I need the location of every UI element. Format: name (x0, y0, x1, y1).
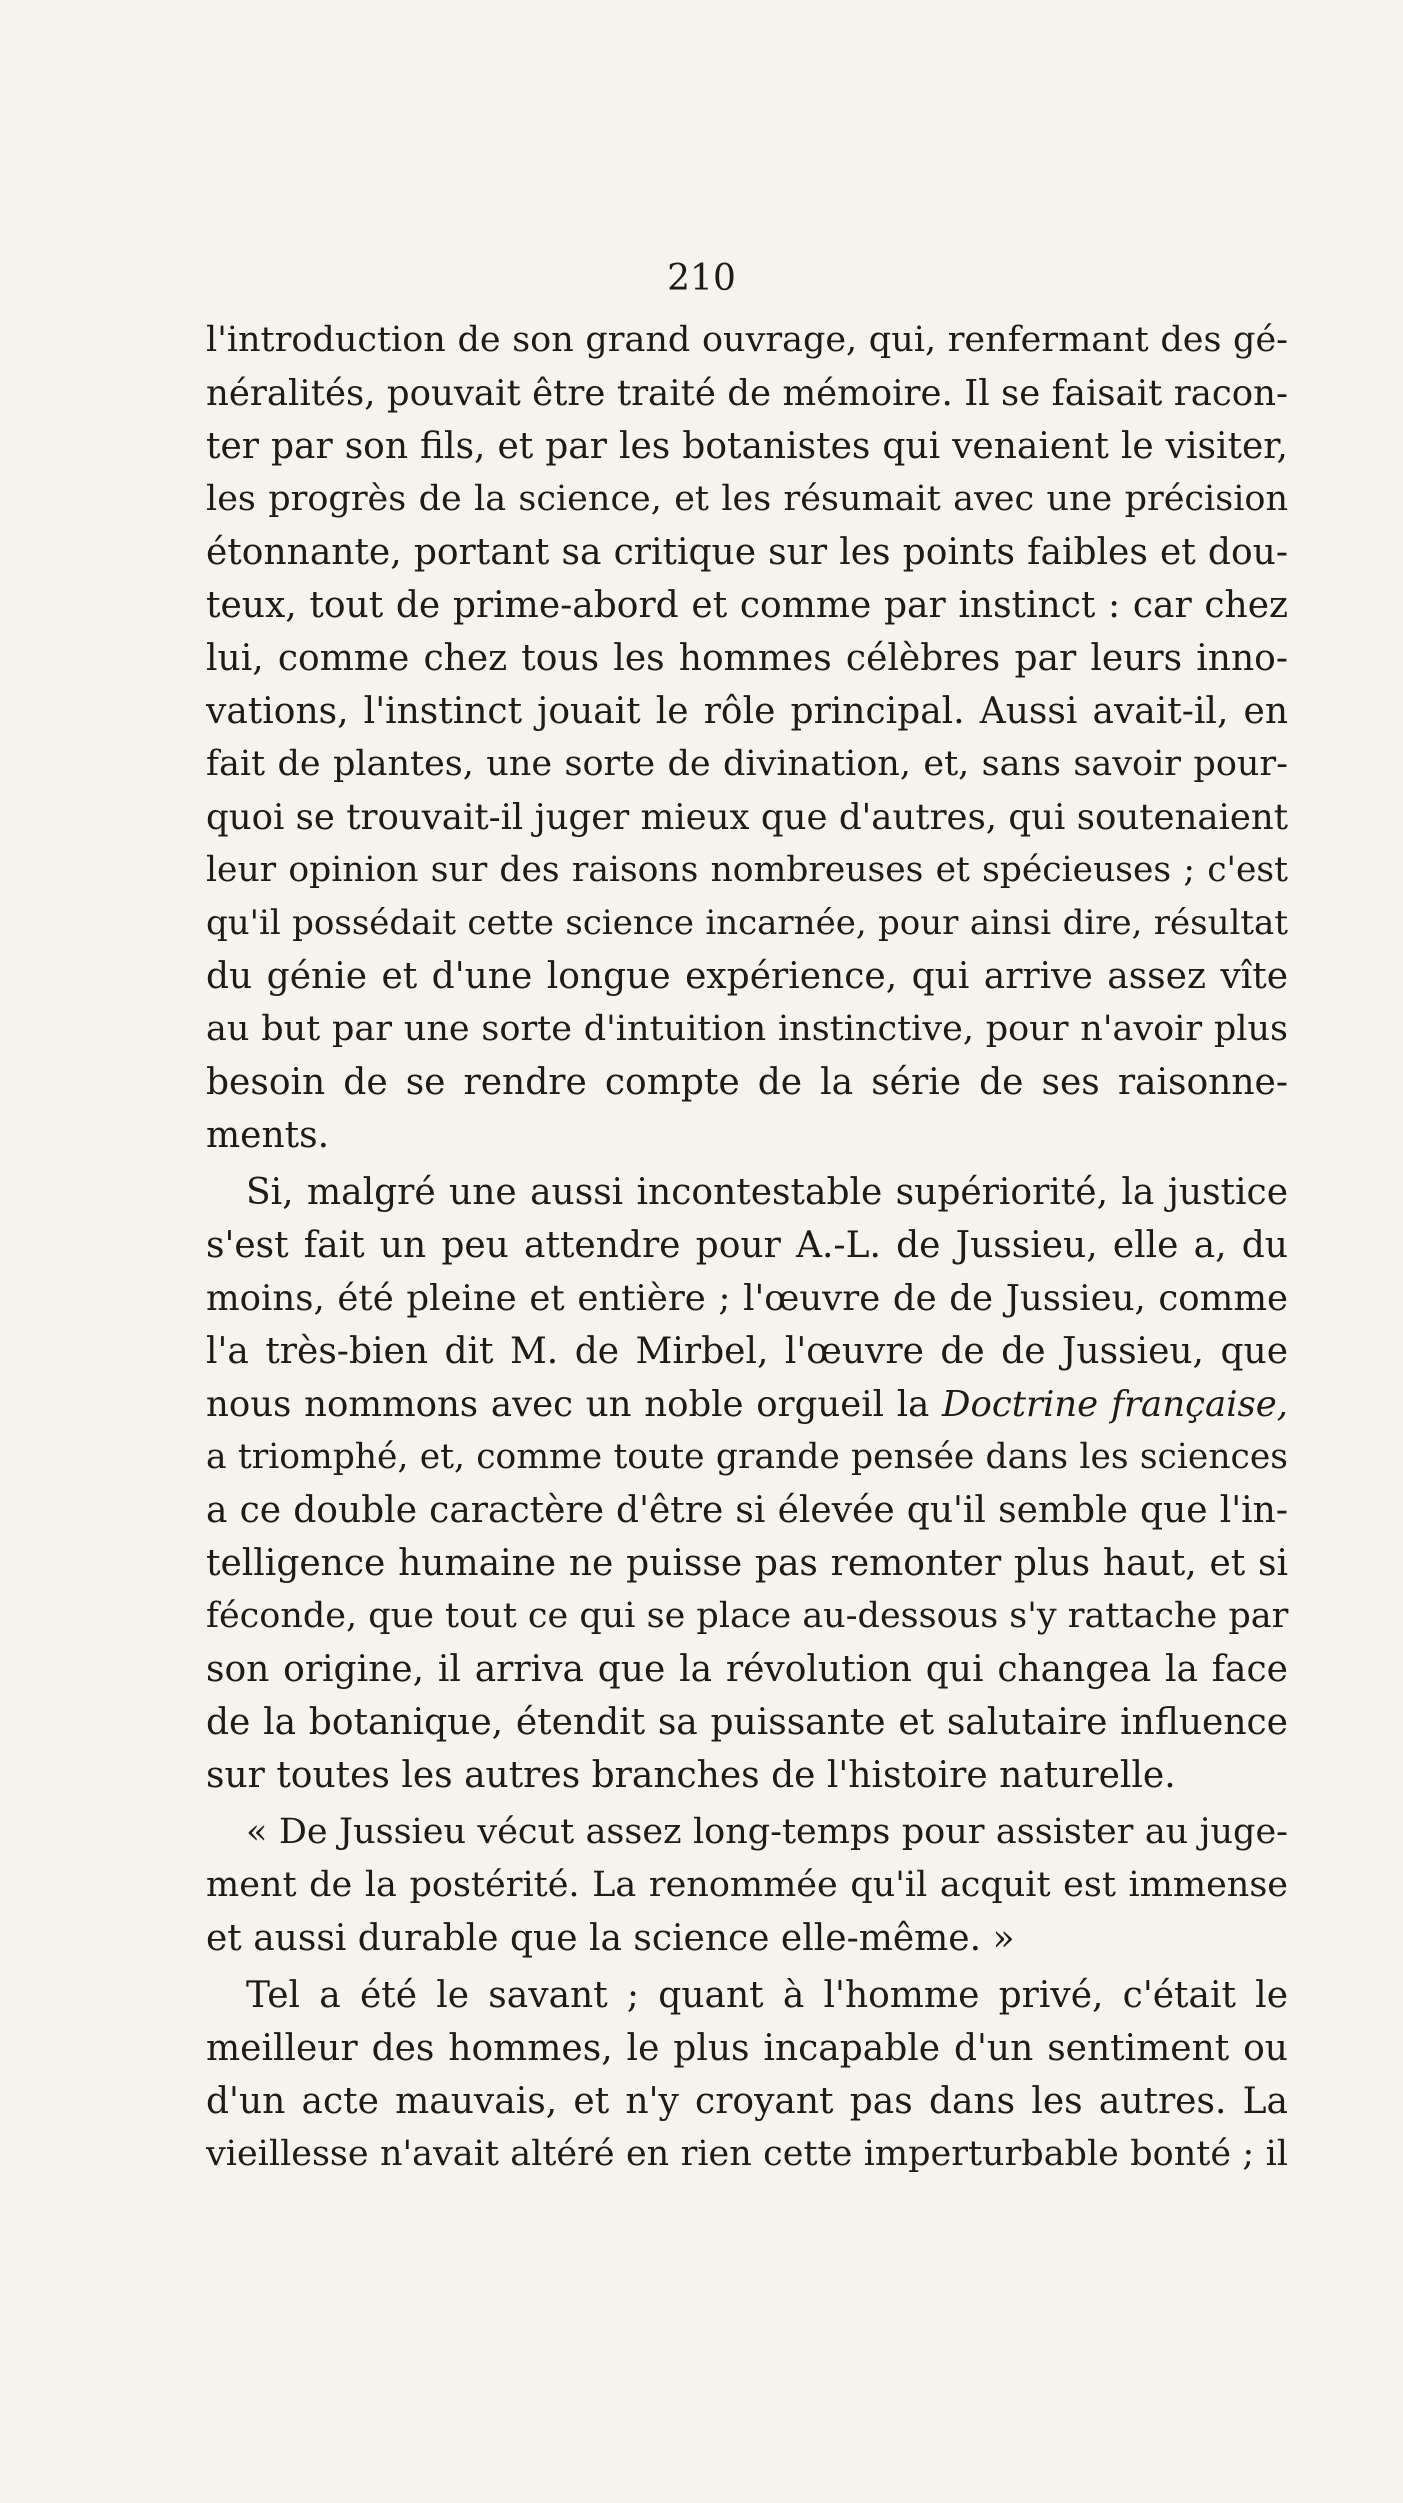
text-line-with-emphasis (206, 1378, 1288, 1431)
text-line: sur toutes les autres branches de l'histoire naturelle. (206, 1755, 1176, 1796)
text-line: néralités, pouvait être traité de mémoire. Il se faisait racon- (206, 373, 1288, 414)
text-line: teux, tout de prime-abord et comme par instinct : car chez (206, 585, 1288, 626)
text-line: fait de plantes, une sorte de divination, et, sans savoir pour- (206, 744, 1288, 784)
text-line: vations, l'instinct jouait le rôle principal. Aussi avait-il, en (206, 691, 1288, 732)
italic-phrase: Doctrine française, (942, 1384, 1288, 1425)
text-line: s'est fait un peu attendre pour A.-L. de Jussieu, elle a, du (206, 1225, 1288, 1266)
text-line: qu'il possédait cette science incarnée, pour ainsi dire, résultat (206, 903, 1288, 943)
quotation-paragraph (206, 1806, 1288, 1965)
text-fragment: nous nommons avec un noble orgueil la (206, 1384, 930, 1425)
text-line: ment de la postérité. La renommée qu'il acquit est immense (206, 1865, 1288, 1905)
text-line: de la botanique, étendit sa puissante et salutaire influence (206, 1702, 1288, 1743)
text-line: lui, comme chez tous les hommes célèbres par leurs inno- (206, 638, 1288, 679)
text-line: meilleur des hommes, le plus incapable d'un sentiment ou (206, 2028, 1288, 2069)
text-line: l'a très-bien dit M. de Mirbel, l'œuvre de de Jussieu, que (206, 1331, 1288, 1372)
text-line: et aussi durable que la science elle-même. » (206, 1918, 1015, 1959)
text-line: étonnante, portant sa critique sur les points faibles et dou- (206, 532, 1288, 573)
text-line: a triomphé, et, comme toute grande pensée dans les sciences (206, 1437, 1288, 1477)
text-line: ter par son fils, et par les botanistes qui venaient le visiter, (206, 426, 1288, 467)
text-line: vieillesse n'avait altéré en rien cette imperturbable bonté ; il (206, 2134, 1288, 2174)
text-line: du génie et d'une longue expérience, qui arrive assez vîte (206, 956, 1288, 997)
text-line: Si, malgré une aussi incontestable supériorité, la justice (246, 1172, 1288, 1213)
text-line: Tel a été le savant ; quant à l'homme privé, c'était le (246, 1975, 1288, 2016)
text-line: l'introduction de son grand ouvrage, qui, renfermant des gé- (206, 320, 1288, 360)
text-line: au but par une sorte d'intuition instinctive, pour n'avoir plus (206, 1009, 1288, 1049)
paragraph (206, 1166, 1288, 1802)
page-number: 210 (667, 258, 736, 299)
text-line: les progrès de la science, et les résumait avec une précision (206, 479, 1288, 519)
text-line: moins, été pleine et entière ; l'œuvre de de Jussieu, comme (206, 1278, 1288, 1319)
text-line: son origine, il arriva que la révolution qui changea la face (206, 1649, 1288, 1690)
text-line: ments. (206, 1115, 330, 1156)
paragraph (206, 314, 1288, 1162)
text-line: « De Jussieu vécut assez long-temps pour assister au juge- (246, 1812, 1288, 1852)
text-line: telligence humaine ne puisse pas remonter plus haut, et si (206, 1543, 1288, 1584)
text-line: a ce double caractère d'être si élevée qu'il semble que l'in- (206, 1490, 1288, 1531)
text-line: féconde, que tout ce qui se place au-dessous s'y rattache par (206, 1596, 1289, 1636)
text-line: besoin de se rendre compte de la série de ses raisonne- (206, 1062, 1288, 1103)
text-line: d'un acte mauvais, et n'y croyant pas dans les autres. La (206, 2081, 1288, 2122)
body-text (206, 314, 1288, 2181)
text-line: quoi se trouvait-il juger mieux que d'autres, qui soutenaient (206, 797, 1288, 838)
text-line: leur opinion sur des raisons nombreuses et spécieuses ; c'est (206, 850, 1288, 890)
paragraph (206, 1969, 1288, 2181)
